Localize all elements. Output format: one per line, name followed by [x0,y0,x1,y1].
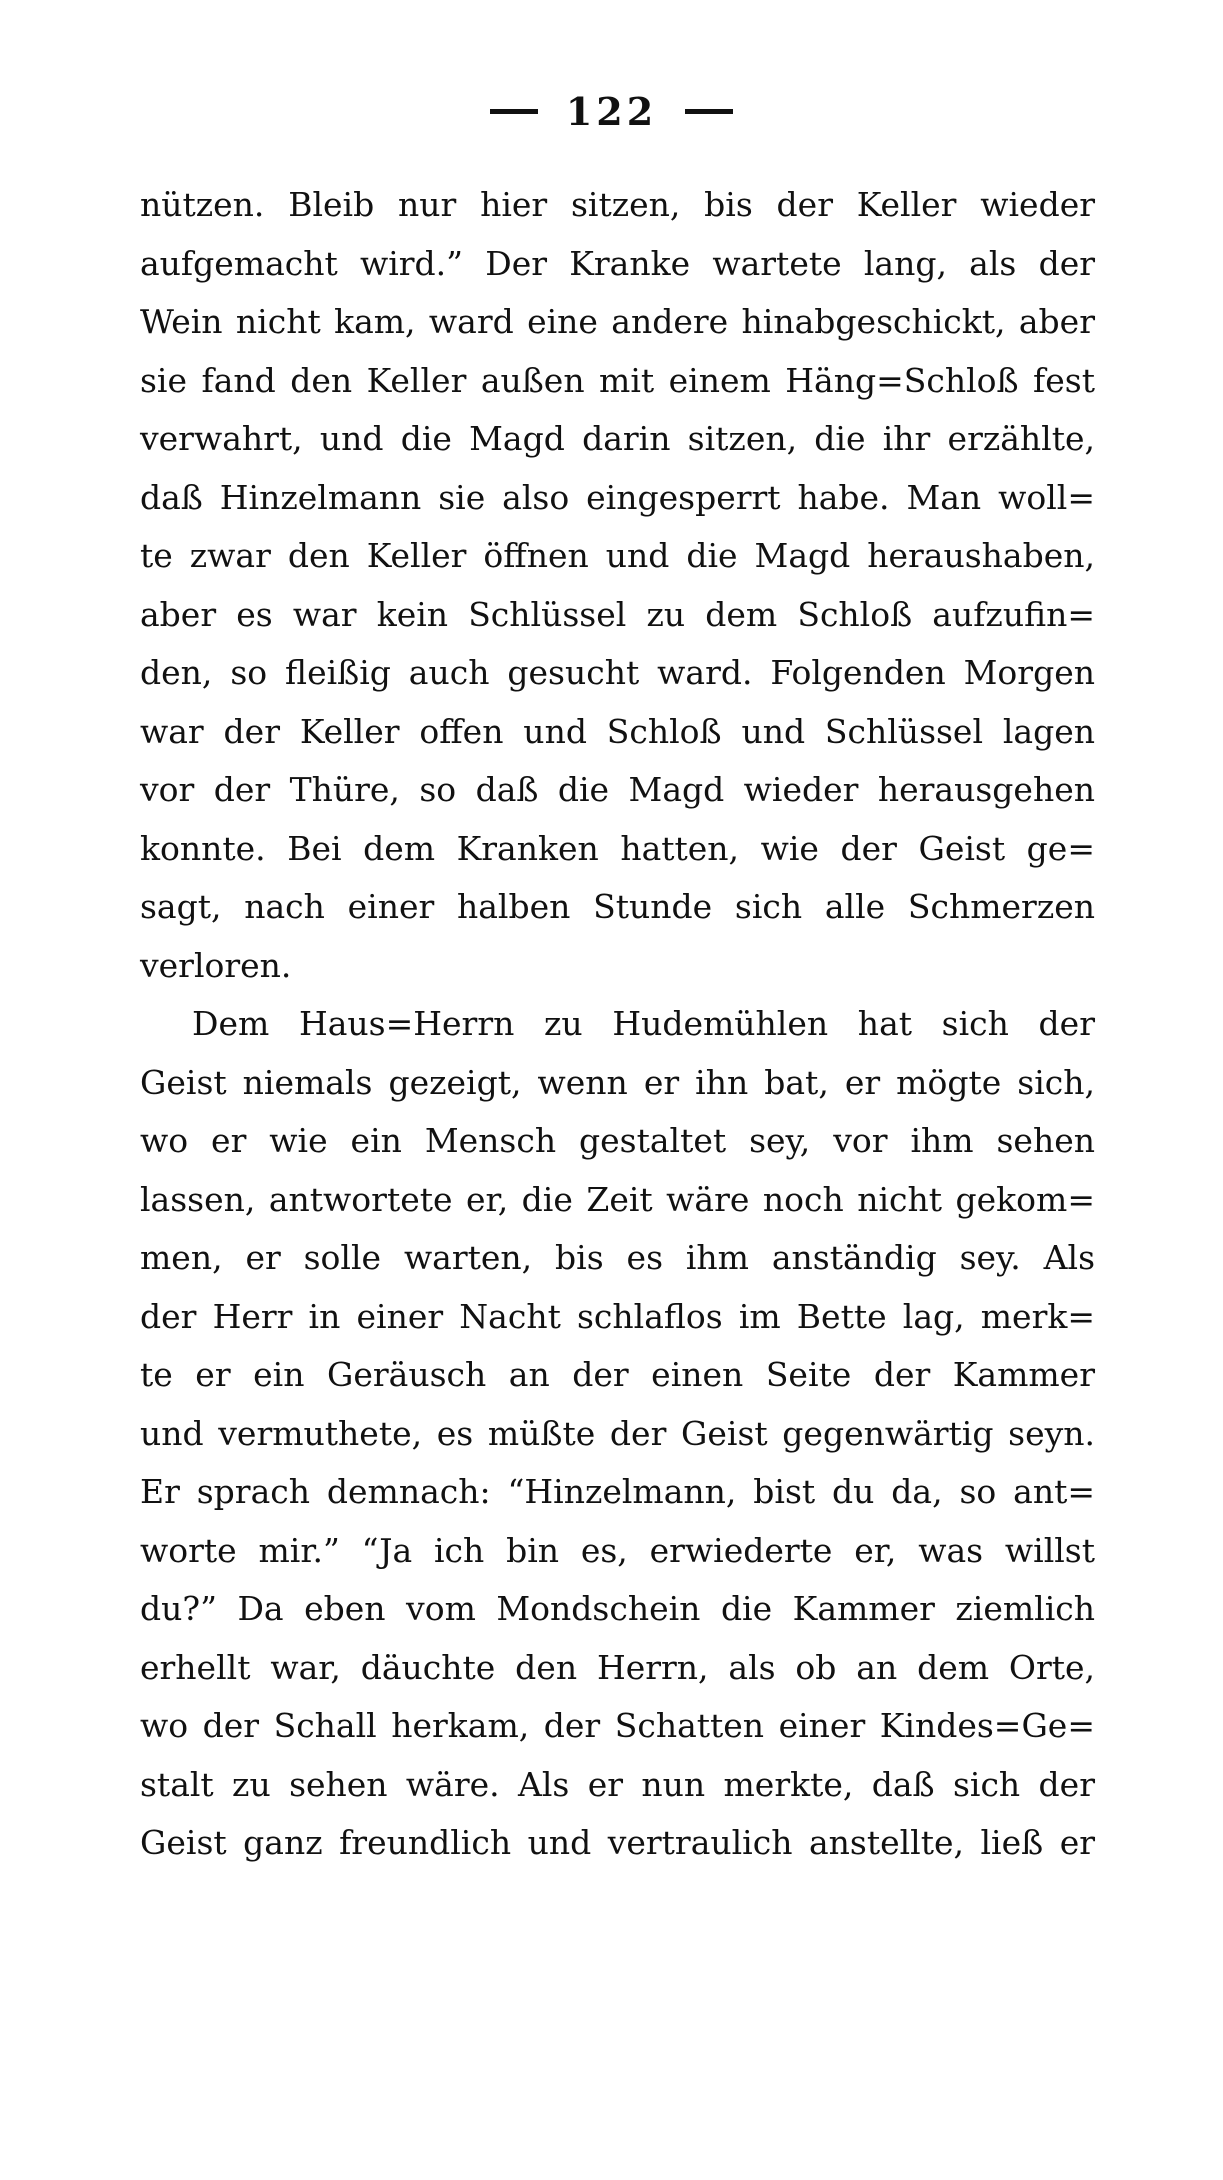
text-line: und vermuthete, es müßte der Geist gegenwärtig seyn. [140,1413,1095,1453]
text-line: du?” Da eben vom Mondschein die Kammer ziemlich [140,1589,1095,1628]
text-line: vor der Thüre, so daß die Magd wieder herausgehen [140,770,1095,809]
text-line: den, so fleißig auch gesucht ward. Folgenden Morgen [140,653,1095,692]
text-line: der Herr in einer Nacht schlaflos im Bette lag, merk= [140,1296,1095,1336]
page-header [0,88,1223,136]
text-line: sie fand den Keller außen mit einem Häng=Schloß fest [140,360,1095,400]
text-line: te zwar den Keller öffnen und die Magd heraushaben, [140,536,1095,575]
text-line: konnte. Bei dem Kranken hatten, wie der Geist ge= [140,828,1095,868]
header-dash-left [490,109,538,114]
text-line: erhellt war, däuchte den Herrn, als ob an dem Orte, [140,1647,1095,1687]
text-line: wo er wie ein Mensch gestaltet sey, vor ihm sehen [140,1121,1095,1160]
header-dash-right [685,109,733,114]
text-line: Dem Haus=Herrn zu Hudemühlen hat sich der [192,1004,1095,1043]
text-line: aufgemacht wird.” Der Kranke wartete lang, als der [140,243,1095,283]
text-line: aber es war kein Schlüssel zu dem Schloß aufzufin= [140,594,1095,634]
text-line: Er sprach demnach: “Hinzelmann, bist du da, so ant= [140,1472,1095,1511]
text-line: daß Hinzelmann sie also eingesperrt habe. Man woll= [140,477,1095,517]
text-line: wo der Schall herkam, der Schatten einer Kindes=Ge= [140,1706,1095,1745]
text-line: verwahrt, und die Magd darin sitzen, die ihr erzählte, [140,419,1095,458]
text-line: Geist ganz freundlich und vertraulich anstellte, ließ er [140,1823,1095,1862]
text-line: Geist niemals gezeigt, wenn er ihn bat, er mögte sich, [140,1062,1095,1102]
text-line: verloren. [140,945,292,985]
text-line: worte mir.” “Ja ich bin es, erwiederte er, was willst [140,1530,1095,1570]
text-line: te er ein Geräusch an der einen Seite der Kammer [140,1355,1095,1394]
text-line: sagt, nach einer halben Stunde sich alle Schmerzen [140,887,1095,926]
text-line: Wein nicht kam, ward eine andere hinabgeschickt, aber [140,302,1095,341]
text-line: nützen. Bleib nur hier sitzen, bis der Keller wieder [140,185,1095,224]
page-number: 122 [565,89,658,134]
text-line: men, er solle warten, bis es ihm anständig sey. Als [140,1238,1095,1277]
text-line: lassen, antwortete er, die Zeit wäre noch nicht gekom= [140,1179,1095,1219]
text-line: stalt zu sehen wäre. Als er nun merkte, daß sich der [140,1764,1095,1804]
text-line: war der Keller offen und Schloß und Schlüssel lagen [140,711,1095,751]
body-text [140,176,1095,1873]
